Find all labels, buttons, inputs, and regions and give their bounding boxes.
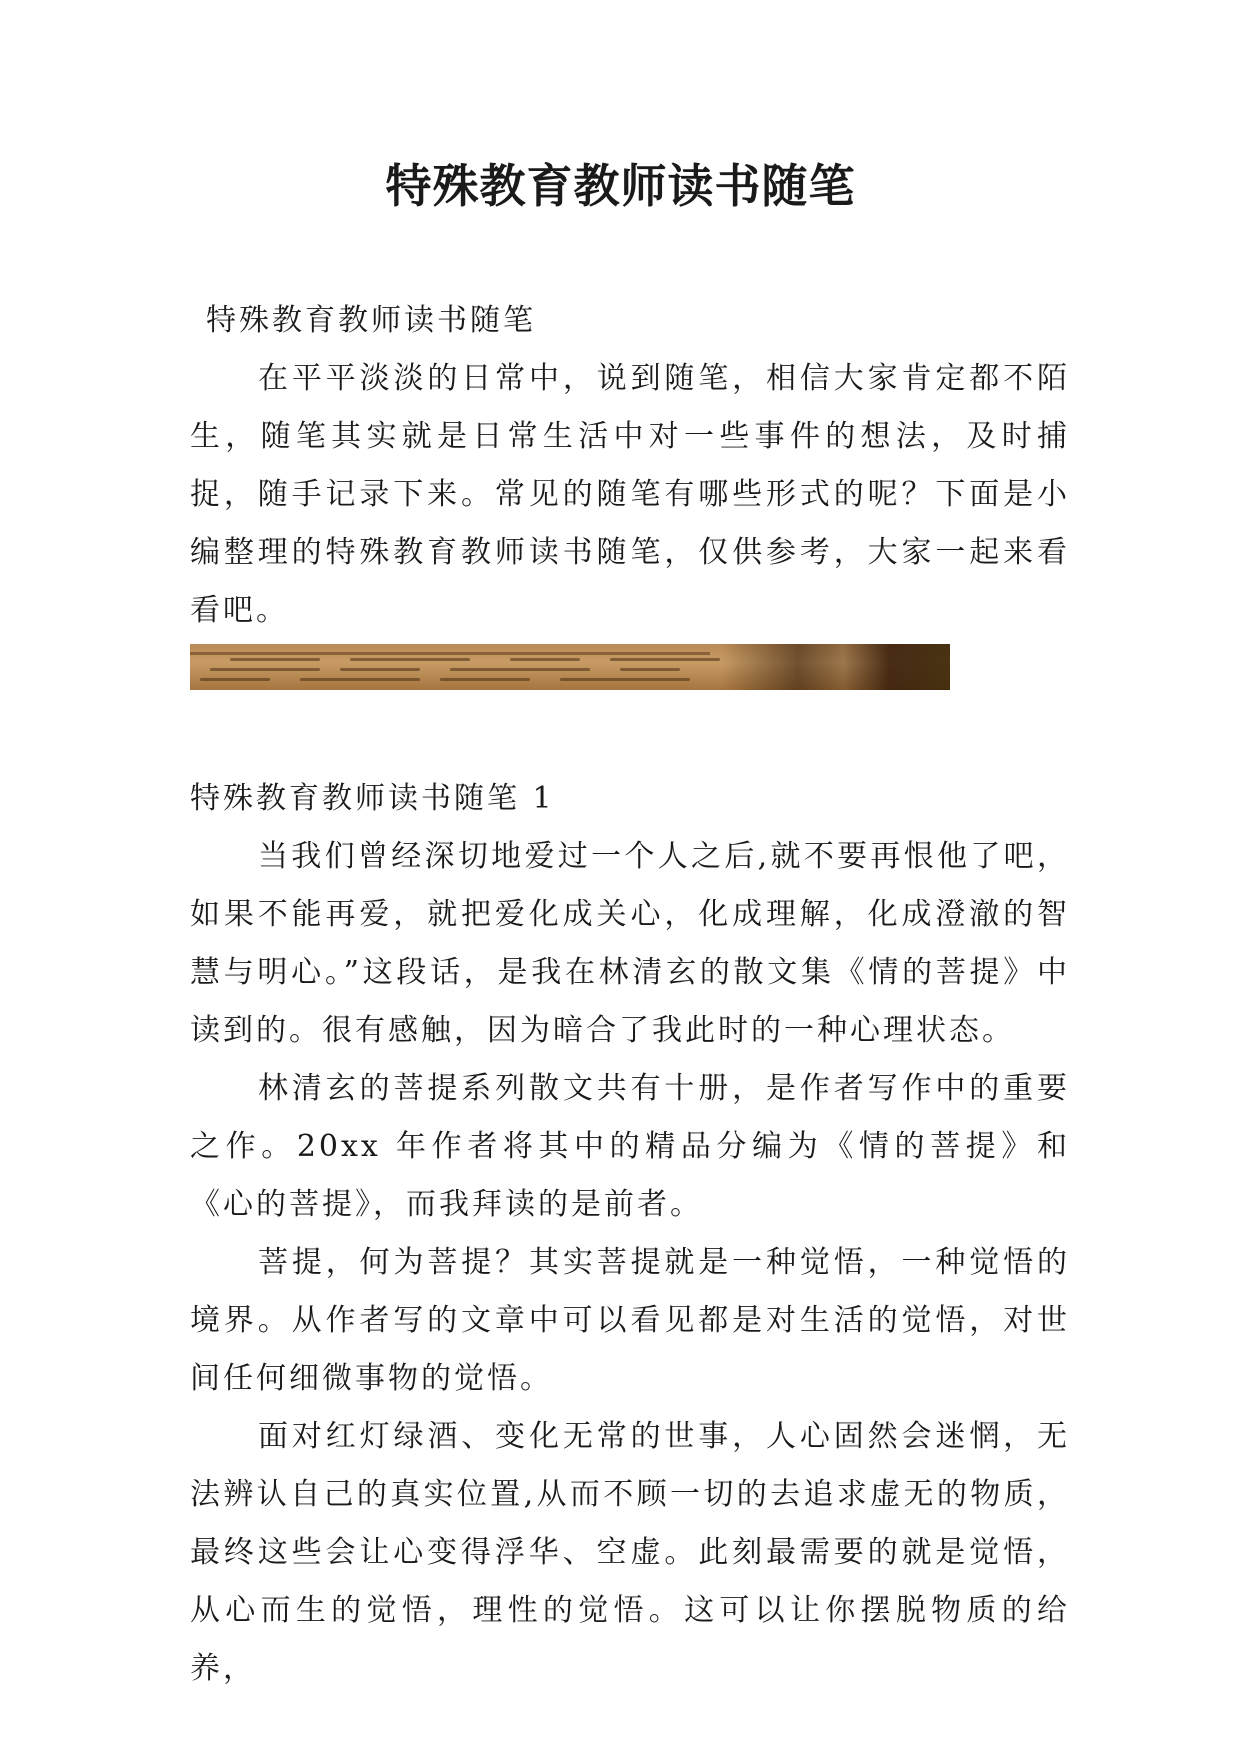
intro-heading: 特殊教育教师读书随笔 bbox=[206, 303, 536, 338]
book-page-banner-image bbox=[190, 644, 950, 690]
intro-paragraph: 在平平淡淡的日常中，说到随笔，相信大家肯定都不陌生，随笔其实就是日常生活中对一些事件的想法，及时捕捉，随手记录下来。常见的随笔有哪些形式的呢？下面是小编整理的特殊教育教师读书随笔，仅供参考，大家一起来看看吧。 bbox=[190, 361, 1070, 628]
body-paragraph-3: 菩提，何为菩提？其实菩提就是一种觉悟，一种觉悟的境界。从作者写的文章中可以看见都是对生活的觉悟，对世间任何细微事物的觉悟。 bbox=[190, 1245, 1070, 1396]
document-title: 特殊教育教师读书随笔 bbox=[385, 159, 856, 213]
document-body bbox=[190, 292, 1070, 1698]
body-paragraph-2: 林清玄的菩提系列散文共有十册，是作者写作中的重要之作。20xx 年作者将其中的精品分编为《情的菩提》和《心的菩提》，而我拜读的是前者。 bbox=[190, 1071, 1070, 1222]
body-paragraph-4: 面对红灯绿酒、变化无常的世事，人心固然会迷惘，无法辨认自己的真实位置,从而不顾一切的去追求虚无的物质，最终这些会让心变得浮华、空虚。此刻最需要的就是觉悟，从心而生的觉悟，理性的觉悟。这可以让你摆脱物质的给养， bbox=[190, 1419, 1070, 1686]
section-heading: 特殊教育教师读书随笔 1 bbox=[190, 781, 555, 816]
body-paragraph-1: 当我们曾经深切地爱过一个人之后,就不要再恨他了吧，如果不能再爱，就把爱化成关心，化成理解，化成澄澈的智慧与明心。”这段话，是我在林清玄的散文集《情的菩提》中读到的。很有感触，因为暗合了我此时的一种心理状态。 bbox=[190, 839, 1070, 1048]
